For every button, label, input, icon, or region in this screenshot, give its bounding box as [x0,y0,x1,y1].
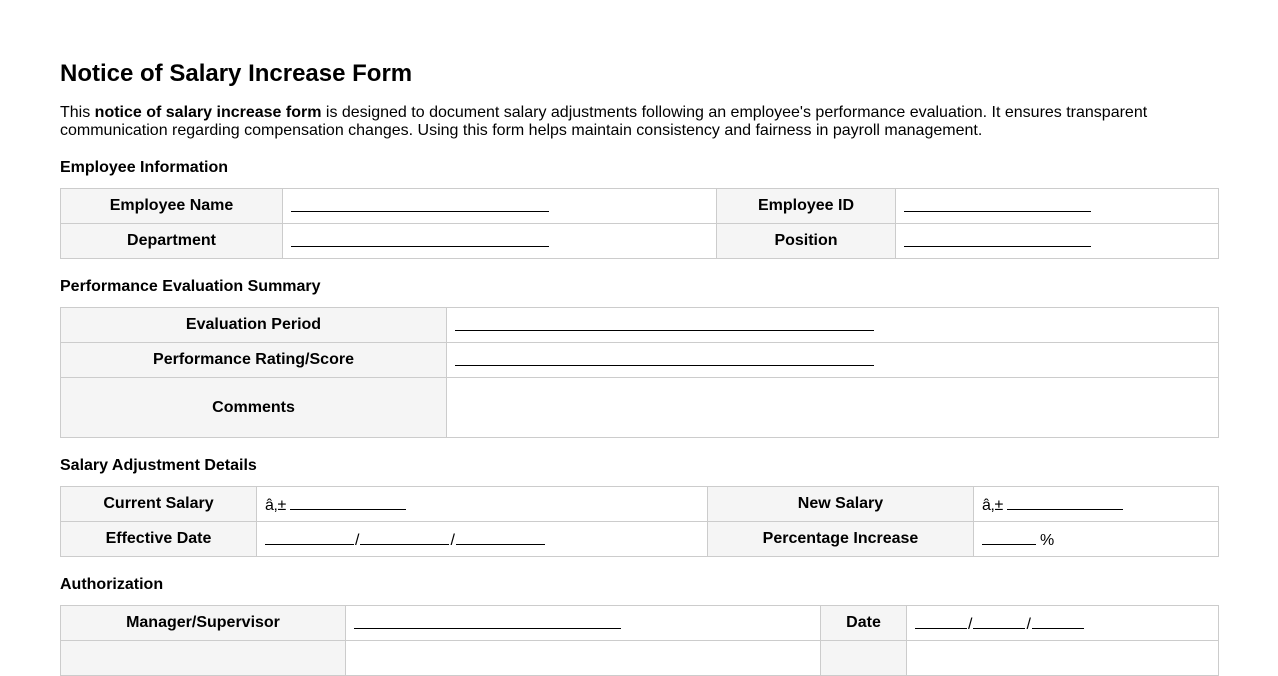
date-separator: / [355,532,360,549]
position-field[interactable] [896,224,1219,259]
blank-line [290,493,406,510]
blank-line [455,314,874,331]
blank-line [354,612,621,629]
current-salary-label: Current Salary [61,487,257,522]
blank-line [915,612,967,629]
blank-line [973,612,1025,629]
authorization-date-field[interactable] [907,606,1219,641]
new-salary-label: New Salary [708,487,974,522]
percentage-increase-label: Percentage Increase [708,522,974,557]
additional-auth-label [61,641,346,676]
evaluation-period-label: Evaluation Period [61,308,447,343]
table-row [61,487,1219,522]
additional-auth-date-label [821,641,907,676]
currency-symbol: â‚± [265,497,287,514]
percentage-increase-field[interactable] [974,522,1219,557]
date-separator: / [1026,616,1031,633]
blank-line [982,528,1036,545]
effective-date-label: Effective Date [61,522,257,557]
employee-name-label: Employee Name [61,189,283,224]
rating-label: Performance Rating/Score [61,343,447,378]
additional-auth-field[interactable] [346,641,821,676]
intro-text-start: This [60,104,95,121]
section-heading-salary: Salary Adjustment Details [60,457,257,474]
new-salary-field[interactable] [974,487,1219,522]
blank-line [1032,612,1084,629]
blank-line [360,528,449,545]
blank-line [265,528,354,545]
rating-field[interactable] [447,343,1219,378]
department-field[interactable] [283,224,717,259]
employee-info-table [60,188,1219,259]
performance-table [60,307,1219,438]
authorization-date-label: Date [821,606,907,641]
salary-table [60,486,1219,557]
additional-auth-date-field[interactable] [907,641,1219,676]
blank-line [456,528,545,545]
manager-label: Manager/Supervisor [61,606,346,641]
intro-text-bold: notice of salary increase form [94,104,322,121]
section-heading-performance: Performance Evaluation Summary [60,278,321,295]
date-separator: / [968,616,973,633]
blank-line [455,349,874,366]
currency-symbol: â‚± [982,497,1004,514]
blank-line [904,230,1091,247]
employee-id-field[interactable] [896,189,1219,224]
position-label: Position [717,224,896,259]
effective-date-field[interactable] [257,522,708,557]
page-title: Notice of Salary Increase Form [60,60,413,87]
table-row [61,522,1219,557]
blank-line [1007,493,1123,510]
evaluation-period-field[interactable] [447,308,1219,343]
table-row [61,189,1219,224]
authorization-table [60,605,1219,676]
comments-field[interactable] [447,378,1219,438]
section-heading-employee: Employee Information [60,159,229,176]
table-row [61,641,1219,676]
employee-name-field[interactable] [283,189,717,224]
table-row [61,606,1219,641]
current-salary-field[interactable] [257,487,708,522]
department-label: Department [61,224,283,259]
table-row [61,378,1219,438]
section-heading-authorization: Authorization [60,576,164,593]
table-row [61,343,1219,378]
manager-signature-field[interactable] [346,606,821,641]
intro-text-end: is designed to document salary adjustments following an employee's performance evaluation. It ensures transparent communication regarding compensation changes. Using this form helps maintain consistency and fairness in payroll management. [60,104,1148,139]
intro-paragraph [60,104,1218,140]
blank-line [904,195,1091,212]
table-row [61,224,1219,259]
blank-line [291,195,549,212]
comments-label: Comments [61,378,447,438]
date-separator: / [450,532,455,549]
table-row [61,308,1219,343]
employee-id-label: Employee ID [717,189,896,224]
percent-symbol: % [1040,532,1055,549]
blank-line [291,230,549,247]
